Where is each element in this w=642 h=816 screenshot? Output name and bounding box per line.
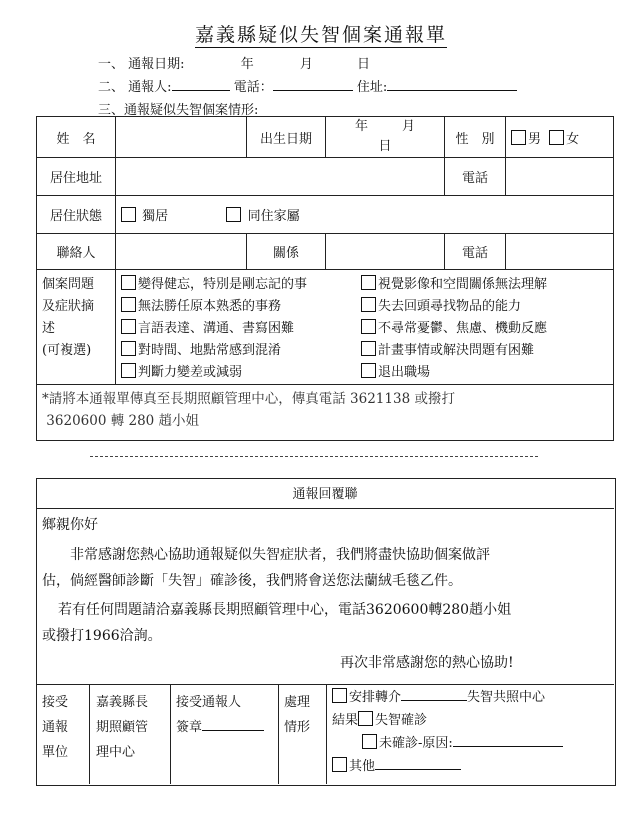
symptom-item[interactable]: 失去回頭尋找物品的能力 [361,296,608,318]
transfer-field[interactable] [401,688,467,701]
checkbox-icon[interactable] [361,341,376,356]
phone-field[interactable] [506,158,614,196]
symptom-label: 個案問題 及症狀摘 述 (可複選) [37,270,116,385]
checkbox-icon[interactable] [332,688,347,703]
symptom-item[interactable]: 無法勝任原本熟悉的事務 [121,296,361,318]
fax-note: *請將本通報單傳真至長期照顧管理中心，傳真電話 3621138 或撥打 3620600 轉 280 趙小姐 [37,385,614,441]
reply-thanks: 再次非常感謝您的熱心協助! [340,655,514,671]
reply-paragraph-2a: 若有任何問題請洽嘉義縣長期照顧管理中心，電話3620600轉280趙小姐 [58,602,512,618]
checkbox-icon[interactable] [121,363,136,378]
gender-label: 性 別 [445,117,506,158]
cut-line [90,456,538,457]
checkbox-icon[interactable] [121,275,136,290]
phone-label: 電話 [445,158,506,196]
reporter-field[interactable] [172,78,230,91]
unit-label: 接受 通報 單位 [42,695,69,760]
checkbox-icon[interactable] [362,734,377,749]
checkbox-icon[interactable] [361,319,376,334]
reply-paragraph-1b: 估，倘經醫師診斷「失智」確診後，我們將會送您法蘭絨毛毯乙件。 [42,573,462,589]
processing-label: 處理 情形 [284,695,311,735]
checkbox-icon[interactable] [361,297,376,312]
living-alone-checkbox[interactable] [121,207,136,222]
symptom-options [116,270,614,385]
result-row: 結果 失智確診 [332,713,428,728]
checkbox-icon[interactable] [332,757,347,772]
checkbox-icon[interactable] [361,363,376,378]
confirmed-checkbox[interactable] [358,711,373,726]
male-checkbox[interactable] [511,130,526,145]
grid-divider [89,684,90,784]
symptom-item[interactable]: 判斷力變差或減弱 [121,362,361,384]
grid-divider [170,684,171,784]
reporter-line: 二、 通報人: 電話： 住址: [98,76,517,95]
relation-field[interactable] [326,234,445,270]
relation-label: 關係 [247,234,326,270]
contact-field[interactable] [116,234,247,270]
symptoms-left-column [121,274,361,384]
contact-phone-label: 電話 [445,234,506,270]
other-field[interactable] [375,757,461,770]
signature-field[interactable] [202,718,264,731]
checkbox-icon[interactable] [121,319,136,334]
grid-divider [326,684,327,784]
symptom-item[interactable]: 變得健忘，特別是剛忘記的事 [121,274,361,296]
gender-field: 男 女 [506,117,614,158]
reporter-address-field[interactable] [387,78,517,91]
address-field[interactable] [116,158,445,196]
checkbox-icon[interactable] [361,275,376,290]
name-field[interactable] [116,117,247,158]
symptom-item[interactable]: 對時間、地點常感到混淆 [121,340,361,362]
name-label: 姓 名 [37,117,116,158]
symptom-item[interactable]: 言語表達、溝通、書寫困難 [121,318,361,340]
report-date-line: 一、 通報日期: 年 月 日 [98,57,371,72]
female-checkbox[interactable] [549,130,564,145]
birth-label: 出生日期 [247,117,326,158]
transfer-option[interactable]: 安排轉介 失智共照中心 [332,686,563,709]
unconfirmed-option[interactable]: 未確診-原因: [332,732,563,755]
living-family-checkbox[interactable] [226,207,241,222]
symptom-item[interactable]: 計畫事情或解決問題有困難 [361,340,608,362]
checkbox-icon[interactable] [121,297,136,312]
symptom-item[interactable]: 不尋常憂鬱、焦慮、機動反應 [361,318,608,340]
bottom-grid-top [36,684,614,685]
reporter-phone-field[interactable] [273,78,353,91]
reply-paragraph-2b: 或撥打1966洽詢。 [42,628,162,644]
symptom-item[interactable]: 視覺影像和空間關係無法理解 [361,274,608,296]
reply-divider [36,508,614,509]
contact-phone-field[interactable] [506,234,614,270]
other-option[interactable]: 其他 [332,755,563,778]
grid-divider [278,684,279,784]
living-label: 居住狀態 [37,196,116,234]
case-section-heading: 三、通報疑似失智個案情形: [98,103,259,118]
reply-paragraph-1a: 非常感謝您熱心協助通報疑似失智症狀者，我們將盡快協助個案做評 [70,547,490,563]
case-form-table [36,116,614,441]
birth-field[interactable]: 年 月 日 [326,117,445,158]
contact-label: 聯絡人 [37,234,116,270]
reply-title: 通報回覆聯 [292,487,358,502]
reason-field[interactable] [453,734,563,747]
symptoms-right-column [361,274,608,384]
living-options: 獨居 同住家屬 [116,196,614,234]
address-label: 居住地址 [37,158,116,196]
signature-block: 接受通報人 簽章 [176,690,264,740]
unit-org: 嘉義縣長 期照顧管 理中心 [96,695,149,760]
symptom-item[interactable]: 退出職場 [361,362,608,384]
processing-options [332,686,563,778]
form-title: 嘉義縣疑似失智個案通報單 [194,24,447,46]
reply-greeting: 鄉親你好 [42,517,98,533]
checkbox-icon[interactable] [121,341,136,356]
